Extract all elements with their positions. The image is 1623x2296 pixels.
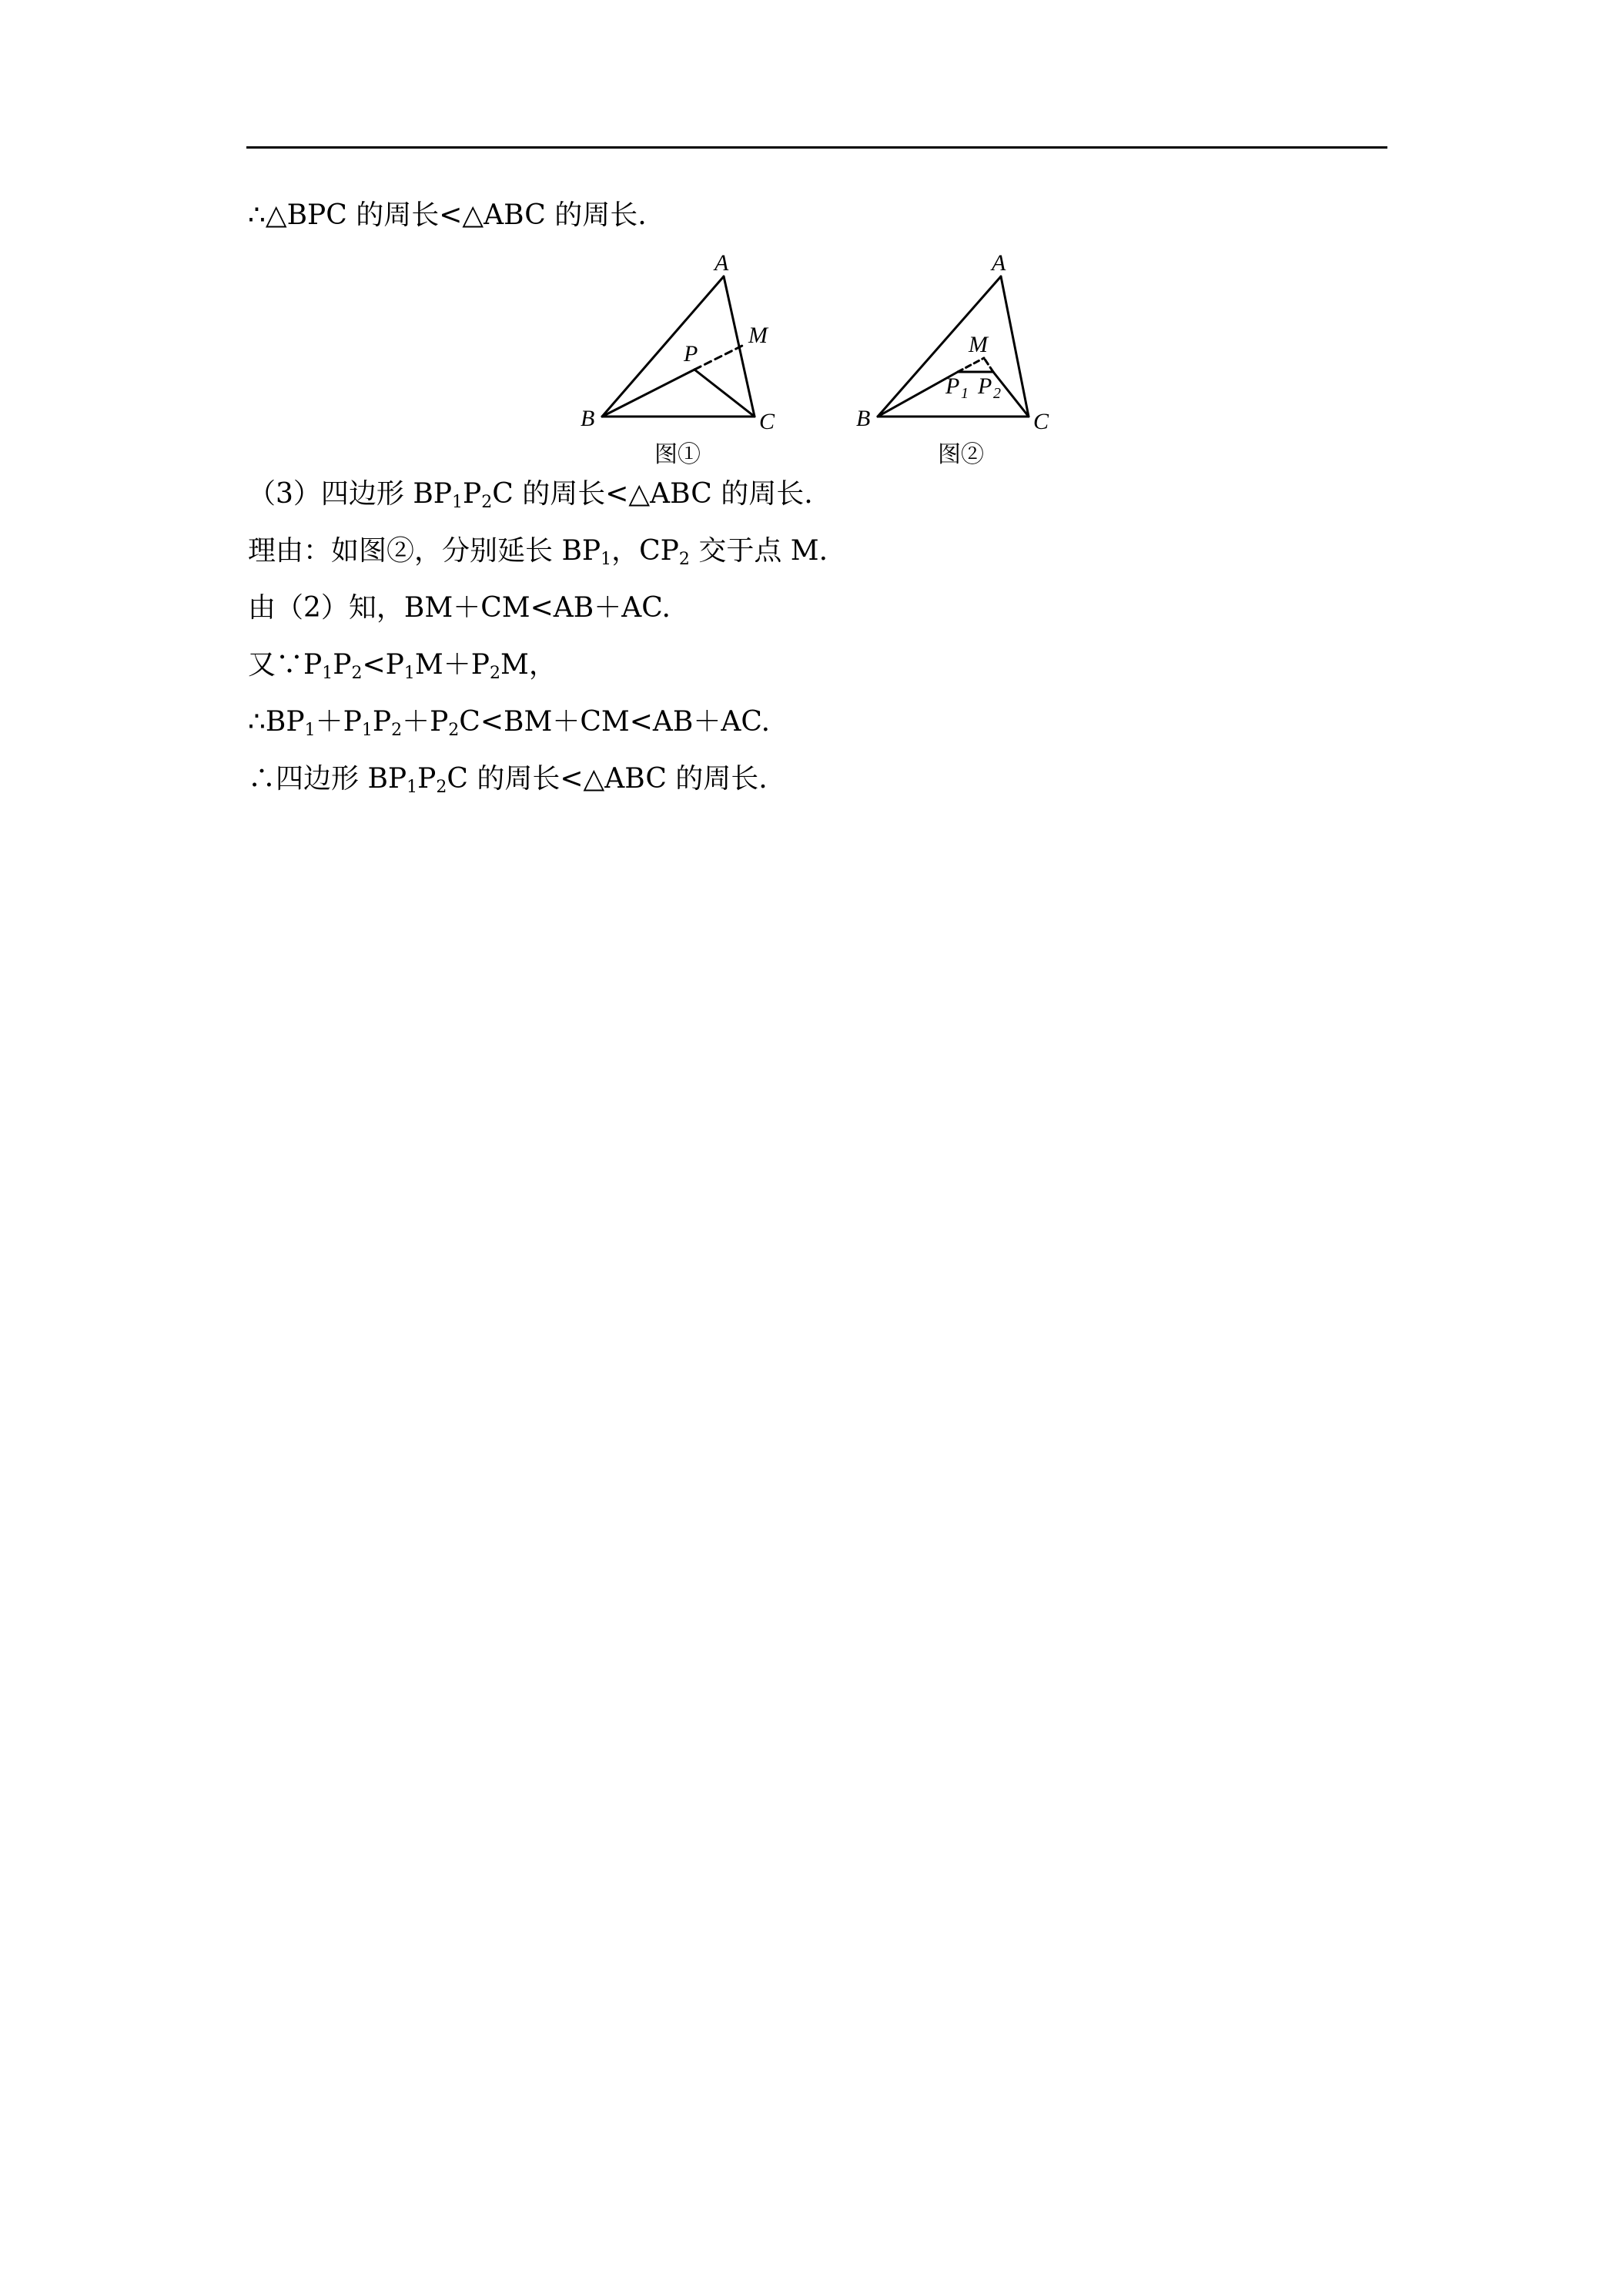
- text-line-from-2: 由（2）知，BM＋CM<AB＋AC.: [248, 592, 671, 624]
- text-line-because: 又$\because P_1P_2<P_1M+P_2M$，: [248, 649, 557, 683]
- figure-2-caption: 图②: [938, 441, 984, 468]
- figure-2-diagram: [847, 250, 1078, 443]
- fig2-label-p1-sub: 1: [961, 385, 969, 402]
- fig2-side-ac: [1001, 276, 1029, 417]
- fig2-label-m: M: [969, 332, 988, 357]
- figure-1: [570, 250, 801, 468]
- fig2-dashed-p2m: [984, 358, 993, 372]
- fig1-label-m: M: [748, 323, 768, 348]
- text-line-therefore-sum: $\therefore BP_1+P_1P_2+P_2C<BM+CM<AB+AC$.: [248, 706, 771, 740]
- fig2-label-b: B: [856, 406, 871, 431]
- figure-1-caption: 图①: [654, 441, 701, 468]
- figure-2: [847, 250, 1078, 468]
- fig1-label-p: P: [684, 341, 698, 366]
- fig2-label-p2: P: [978, 373, 992, 399]
- figure-1-diagram: [570, 250, 801, 443]
- fig1-label-a: A: [714, 250, 729, 276]
- header-rule: [246, 146, 1387, 149]
- text-line-claim-3: （3）四边形 $BP_1P_2C$ 的周长<△ABC 的周长.: [248, 478, 813, 512]
- fig1-label-b: B: [581, 406, 595, 431]
- fig2-label-p2-sub: 2: [993, 385, 1001, 402]
- text-line-reason: 理由：如图②，分别延长 $BP_1$，$CP_2$ 交于点 M.: [248, 535, 828, 569]
- fig1-side-ab: [602, 276, 724, 417]
- text-line-conclusion-2: ∴四边形 $BP_1P_2C$ 的周长<△ABC 的周长.: [248, 763, 768, 797]
- fig2-label-p1: P: [945, 373, 960, 399]
- fig1-label-c: C: [759, 409, 775, 434]
- fig2-label-c: C: [1033, 409, 1049, 434]
- fig2-label-a: A: [992, 250, 1006, 276]
- fig1-segment-bp: [602, 370, 694, 417]
- text-line-conclusion-1: ∴△BPC 的周长<△ABC 的周长.: [248, 199, 647, 231]
- fig2-dashed-p1m: [958, 358, 984, 372]
- fig1-dashed-pm: [694, 344, 745, 370]
